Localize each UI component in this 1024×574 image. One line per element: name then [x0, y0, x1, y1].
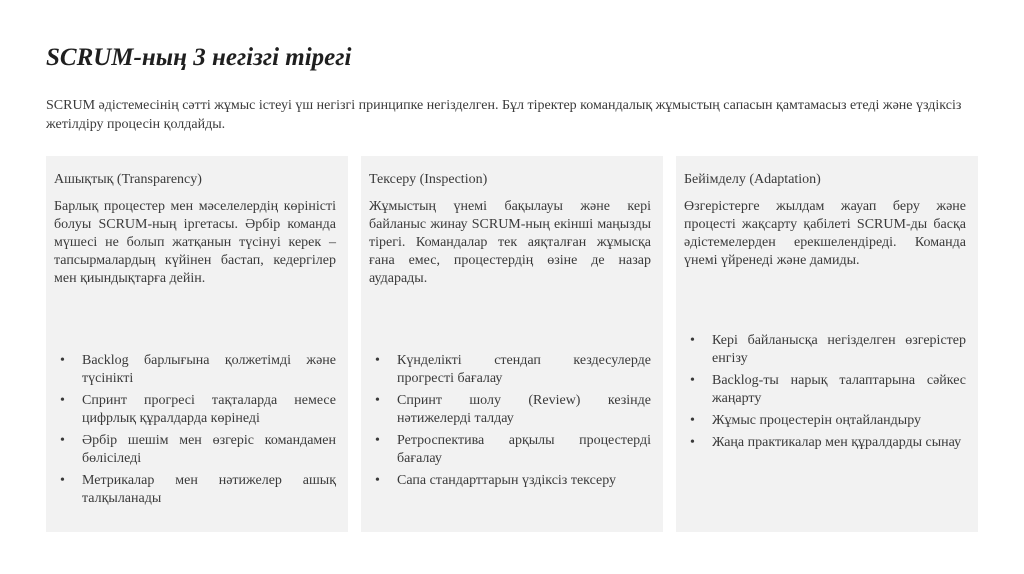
bullet-text: Сапа стандарттарын үздіксіз тексеру: [397, 473, 617, 488]
bullet-text: Ретроспектива арқылы процестерді бағалау: [397, 433, 651, 466]
pillar-description: Жұмыстың үнемі бақылауы және кері байланыс жинау SCRUM-ның екінші маңызды тірегі. Командалар тек аяқталған жұмысқа ғана емес, процестердің өзіне де назар аударады.: [369, 199, 651, 286]
bullet-text: Жаңа практикалар мен құралдарды сынау: [712, 435, 962, 450]
bullet-text: Метрикалар мен нәтижелер ашық талқыланады: [82, 473, 336, 506]
bullet-text: Backlog барлығына қолжетімді және түсінікті: [82, 353, 336, 386]
bullet-icon: •: [60, 393, 65, 408]
bullet-icon: •: [60, 433, 65, 448]
bullet-item: [369, 392, 651, 428]
slide-intro: SCRUM әдістемесінің сәтті жұмыс істеуі үш негізгі принципке негізделген. Бұл тіректер командалық жұмыстың сапасын қамтамасыз етеді және үздіксіз жетілдіру процесін қолдайды.: [46, 98, 962, 132]
bullet-text: Жұмыс процестерін оңтайландыру: [712, 413, 922, 428]
bullet-item: [369, 432, 651, 468]
bullet-icon: •: [375, 393, 380, 408]
bullet-text: Әрбір шешім мен өзгеріс командамен бөлісіледі: [82, 433, 336, 466]
bullet-icon: •: [690, 333, 695, 348]
bullet-item: [684, 332, 966, 368]
pillar-title: Ашықтық (Transparency): [54, 172, 202, 187]
bullet-text: Күнделікті стендап кездесулерде прогресті бағалау: [397, 353, 651, 386]
bullet-item: [54, 472, 336, 508]
pillar-bullet-list: [684, 332, 966, 456]
pillar-bullet-list: [54, 352, 336, 512]
slide-title: SCRUM-ның 3 негізгі тірегі: [46, 44, 352, 71]
bullet-icon: •: [690, 435, 695, 450]
bullet-item: [369, 472, 651, 490]
bullet-icon: •: [690, 373, 695, 388]
bullet-item: [54, 392, 336, 428]
bullet-item: [684, 434, 966, 452]
bullet-text: Backlog-ты нарық талаптарына сәйкес жаңарту: [712, 373, 966, 406]
bullet-text: Спринт шолу (Review) кезінде нәтижелерді талдау: [397, 393, 651, 426]
pillar-title: Бейімделу (Adaptation): [684, 172, 821, 187]
pillar-card-adaptation: [676, 156, 978, 532]
bullet-icon: •: [690, 413, 695, 428]
bullet-icon: •: [60, 473, 65, 488]
pillar-card-inspection: [361, 156, 663, 532]
bullet-icon: •: [375, 353, 380, 368]
pillar-title: Тексеру (Inspection): [369, 172, 488, 187]
pillar-description: Барлық процестер мен мәселелердің көріністі болуы SCRUM-ның іргетасы. Әрбір команда мүшесі не болып жатқанын түсінуі керек – тапсырмалардың күйінен бастап, кедергілер мен қиындықтарға дейін.: [54, 199, 336, 286]
bullet-icon: •: [375, 433, 380, 448]
bullet-item: [684, 372, 966, 408]
pillar-bullet-list: [369, 352, 651, 494]
pillar-description: Өзгерістерге жылдам жауап беру және процесті жақсарту қабілеті SCRUM-ды басқа әдістемелерден ерекшелендіреді. Команда үнемі үйренеді және дамиды.: [684, 199, 966, 268]
bullet-item: [369, 352, 651, 388]
bullet-icon: •: [375, 473, 380, 488]
bullet-text: Кері байланысқа негізделген өзгерістер енгізу: [712, 333, 966, 366]
pillar-card-transparency: [46, 156, 348, 532]
bullet-item: [684, 412, 966, 430]
bullet-item: [54, 432, 336, 468]
bullet-icon: •: [60, 353, 65, 368]
bullet-text: Спринт прогресі тақталарда немесе цифрлық құралдарда көрінеді: [82, 393, 336, 426]
bullet-item: [54, 352, 336, 388]
